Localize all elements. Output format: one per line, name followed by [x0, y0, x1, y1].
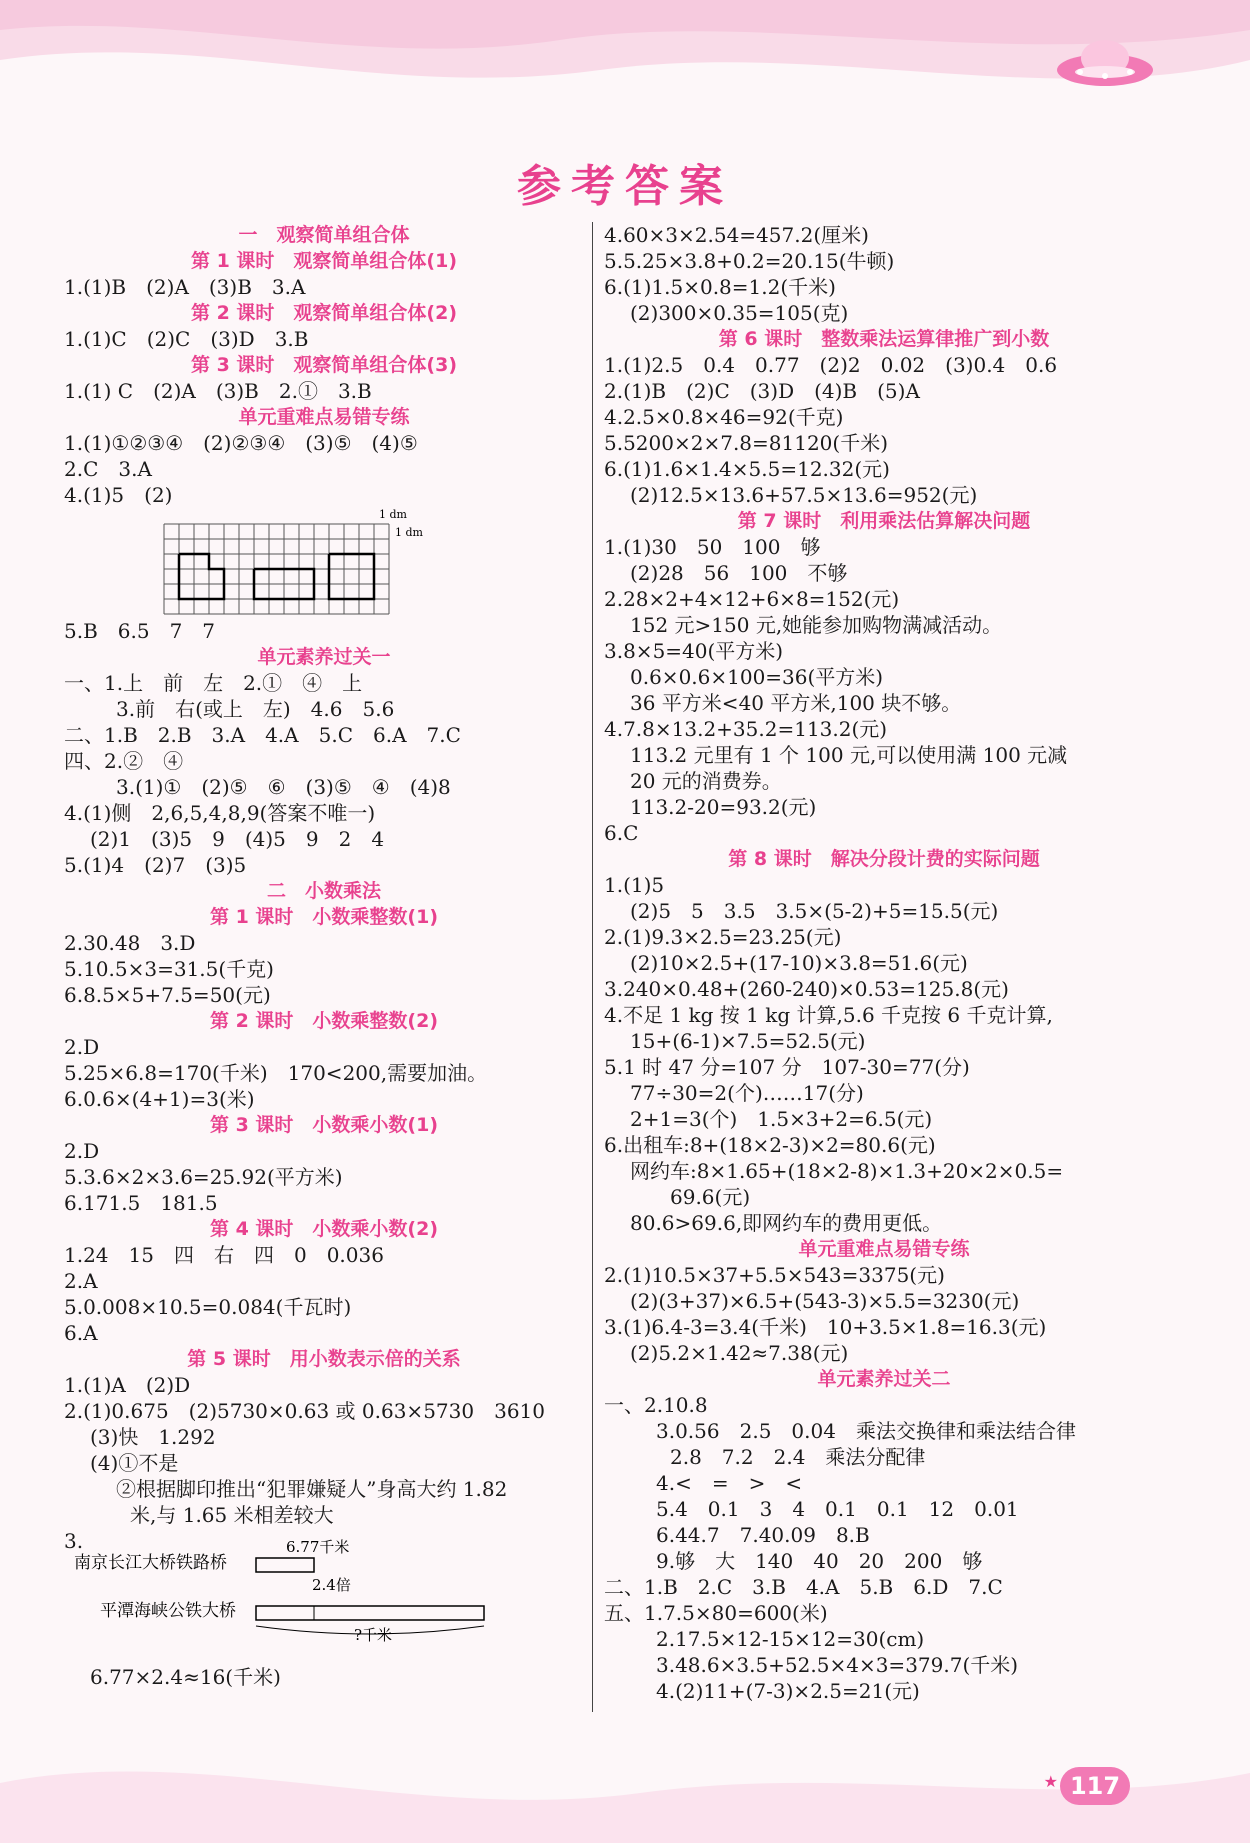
- answer-line: 6.出租车:8+(18×2-3)×2=80.6(元): [604, 1133, 936, 1157]
- answer-line: 1.(1)30 50 100 够: [604, 535, 821, 559]
- answer-line: 113.2-20=93.2(元): [630, 795, 817, 819]
- section-heading: 第 3 课时 小数乘小数(1): [209, 1114, 439, 1136]
- answer-line: (2)1 (3)5 9 (4)5 9 2 4: [90, 827, 385, 851]
- answer-line: 6.(1)1.5×0.8=1.2(千米): [604, 275, 836, 299]
- ufo-icon: [1050, 20, 1160, 100]
- section-heading: 单元重难点易错专练: [238, 406, 410, 428]
- answer-line: 5.25×6.8=170(千米) 170<200,需要加油。: [64, 1061, 488, 1085]
- answer-line: 一、2.10.8: [604, 1393, 708, 1417]
- answer-line: 5.3.6×2×3.6=25.92(平方米): [64, 1165, 343, 1189]
- answer-line: 5.5200×2×7.8=81120(千米): [604, 431, 889, 455]
- section-heading: 第 8 课时 解决分段计费的实际问题: [728, 848, 1040, 870]
- bridge1-label: 南京长江大桥铁路桥: [74, 1553, 227, 1573]
- answer-line: 2.(1)9.3×2.5=23.25(元): [604, 925, 842, 949]
- answer-line: 4.(2)11+(7-3)×2.5=21(元): [656, 1679, 920, 1703]
- answer-line: 15+(6-1)×7.5=52.5(元): [630, 1029, 866, 1053]
- answer-line: 1.(1)B (2)A (3)B 3.A: [64, 275, 306, 299]
- star-icon: ★: [1043, 1772, 1058, 1791]
- section-heading: 单元素养过关二: [817, 1368, 951, 1390]
- section-heading: 第 1 课时 观察简单组合体(1): [190, 250, 458, 272]
- section-heading: 第 5 课时 用小数表示倍的关系: [187, 1348, 461, 1370]
- view-shape-3: [329, 554, 374, 599]
- section-heading: 第 1 课时 小数乘整数(1): [209, 906, 439, 928]
- answer-line: 6.44.7 7.40.09 8.B: [656, 1523, 870, 1547]
- answer-line: 6.171.5 181.5: [64, 1191, 218, 1215]
- section-heading: 第 2 课时 小数乘整数(2): [209, 1010, 439, 1032]
- dm-label-top: 1 dm: [379, 508, 407, 521]
- answer-line: 2.(1)B (2)C (3)D (4)B (5)A: [604, 379, 920, 403]
- answer-line: (2)300×0.35=105(克): [630, 301, 849, 325]
- answer-line: 2.17.5×12-15×12=30(cm): [656, 1627, 925, 1651]
- answer-line: 二、1.B 2.C 3.B 4.A 5.B 6.D 7.C: [604, 1575, 1003, 1599]
- section-heading: 一 观察简单组合体: [238, 224, 410, 246]
- answer-line: 2.8 7.2 2.4 乘法分配律: [670, 1445, 926, 1469]
- section-heading: 二 小数乘法: [266, 880, 381, 902]
- answer-line: 4.2.5×0.8×46=92(千克): [604, 405, 844, 429]
- page-number: 117: [1060, 1767, 1130, 1805]
- answer-line: 2.28×2+4×12+6×8=152(元): [604, 587, 900, 611]
- answer-line: 1.(1)A (2)D: [64, 1373, 191, 1397]
- answer-line: 3.(1)6.4-3=3.4(千米) 10+3.5×1.8=16.3(元): [604, 1315, 1047, 1339]
- answer-line: 4.(1)侧 2,6,5,4,8,9(答案不唯一): [64, 801, 376, 825]
- answer-line: 3.(1)① (2)⑤ ⑥ (3)⑤ ④ (4)8: [116, 775, 451, 799]
- answer-line: 2+1=3(个) 1.5×3+2=6.5(元): [630, 1107, 933, 1131]
- answer-line: 2.D: [64, 1139, 100, 1163]
- bridge-diagram: [64, 1538, 584, 1664]
- section-heading: 单元素养过关一: [257, 646, 391, 668]
- bridge1-length: 6.77千米: [286, 1538, 350, 1556]
- left-column: [64, 222, 584, 1690]
- answer-line: 4.(1)5 (2): [64, 483, 173, 507]
- answer-line: 6.C: [604, 821, 639, 845]
- section-heading: 第 6 课时 整数乘法运算律推广到小数: [718, 328, 1050, 350]
- answer-line: 1.(1)C (2)C (3)D 3.B: [64, 327, 309, 351]
- answer-line: 一、1.上 前 左 2.① ④ 上: [64, 671, 363, 695]
- times-label: 2.4倍: [312, 1576, 351, 1594]
- view-shape-1: [179, 554, 224, 599]
- section-heading: 第 2 课时 观察简单组合体(2): [190, 302, 458, 324]
- answer-line: 二、1.B 2.B 3.A 4.A 5.C 6.A 7.C: [64, 723, 461, 747]
- bridge1-bar: [256, 1558, 314, 1572]
- column-divider: [592, 222, 593, 1712]
- answer-line: (3)快 1.292: [90, 1425, 216, 1449]
- answer-line: ②根据脚印推出“犯罪嫌疑人”身高大约 1.82: [116, 1477, 508, 1501]
- right-column: [604, 222, 1164, 1704]
- section-heading: 第 3 课时 观察简单组合体(3): [190, 354, 458, 376]
- section-heading: 单元重难点易错专练: [798, 1238, 970, 1260]
- answer-line: (4)①不是: [90, 1451, 179, 1475]
- answer-line: 2.A: [64, 1269, 98, 1293]
- bridge2-label: 平潭海峡公铁大桥: [100, 1601, 236, 1621]
- answer-line: 5.0.008×10.5=0.084(千瓦时): [64, 1295, 352, 1319]
- answer-line: 5.5.25×3.8+0.2=20.15(牛顿): [604, 249, 895, 273]
- section-heading: 第 7 课时 利用乘法估算解决问题: [737, 510, 1031, 532]
- answer-line: 4.不足 1 kg 按 1 kg 计算,5.6 千克按 6 千克计算,: [604, 1003, 1053, 1027]
- answer-line: 5.B 6.5 7 7: [64, 619, 216, 643]
- answer-line: 3.240×0.48+(260-240)×0.53=125.8(元): [604, 977, 1009, 1001]
- answer-line: 3.前 右(或上 左) 4.6 5.6: [116, 697, 395, 721]
- answer-line: 113.2 元里有 1 个 100 元,可以使用满 100 元减: [630, 743, 1068, 767]
- page-title: 参考答案: [517, 161, 733, 212]
- answer-line: 5.1 时 47 分=107 分 107-30=77(分): [604, 1055, 970, 1079]
- answer-line: 2.D: [64, 1035, 100, 1059]
- unknown-length: ?千米: [354, 1626, 393, 1642]
- answer-line: 4.7.8×13.2+35.2=113.2(元): [604, 717, 888, 741]
- answer-line: 3.48.6×3.5+52.5×4×3=379.7(千米): [656, 1653, 1019, 1677]
- answer-line: 69.6(元): [670, 1185, 751, 1209]
- answer-line: 0.6×0.6×100=36(平方米): [630, 665, 884, 689]
- answer-line: 5.10.5×3=31.5(千克): [64, 957, 274, 981]
- answer-line: 2.30.48 3.D: [64, 931, 196, 955]
- answer-line: 5.(1)4 (2)7 (3)5: [64, 853, 247, 877]
- answer-line: 2.C 3.A: [64, 457, 152, 481]
- answer-line: (2)5 5 3.5 3.5×(5-2)+5=15.5(元): [630, 899, 999, 923]
- answer-line: (2)28 56 100 不够: [630, 561, 848, 585]
- answer-line: 20 元的消费券。: [630, 769, 782, 793]
- dm-label-side: 1 dm: [395, 526, 423, 539]
- answer-line: 五、1.7.5×80=600(米): [604, 1601, 828, 1625]
- answer-line: 6.8.5×5+7.5=50(元): [64, 983, 271, 1007]
- answer-line: 6.(1)1.6×1.4×5.5=12.32(元): [604, 457, 890, 481]
- answer-line: 6.77×2.4≈16(千米): [90, 1665, 281, 1689]
- answer-line: 1.(1)2.5 0.4 0.77 (2)2 0.02 (3)0.4 0.6: [604, 353, 1058, 377]
- answer-line: 2.(1)10.5×37+5.5×543=3375(元): [604, 1263, 945, 1287]
- answer-line: (2)12.5×13.6+57.5×13.6=952(元): [630, 483, 978, 507]
- answer-line: 四、2.② ④: [64, 749, 184, 773]
- answer-line: 6.A: [64, 1321, 98, 1345]
- answer-line: 4.< = > <: [656, 1471, 803, 1495]
- answer-line: (2)5.2×1.42≈7.38(元): [630, 1341, 849, 1365]
- grid-figure: [64, 508, 584, 618]
- answer-line: 9.够 大 140 40 20 200 够: [656, 1549, 983, 1573]
- answer-line: 1.(1) C (2)A (3)B 2.① 3.B: [64, 379, 372, 403]
- answer-line: 77÷30=2(个)……17(分): [630, 1081, 864, 1105]
- answer-line: 80.6>69.6,即网约车的费用更低。: [630, 1211, 943, 1235]
- answer-line: 米,与 1.65 米相差较大: [130, 1503, 334, 1527]
- section-heading: 第 4 课时 小数乘小数(2): [209, 1218, 439, 1240]
- answer-line: 3.0.56 2.5 0.04 乘法交换律和乘法结合律: [656, 1419, 1076, 1443]
- answer-line: 2.(1)0.675 (2)5730×0.63 或 0.63×5730 3610: [64, 1399, 545, 1423]
- answer-line: 4.60×3×2.54=457.2(厘米): [604, 223, 869, 247]
- answer-line: 1.(1)①②③④ (2)②③④ (3)⑤ (4)⑤: [64, 431, 418, 455]
- answer-line: (2)10×2.5+(17-10)×3.8=51.6(元): [630, 951, 968, 975]
- bridge2-bar: [256, 1606, 484, 1620]
- answer-line: 1.24 15 四 右 四 0 0.036: [64, 1243, 384, 1267]
- answer-line: 网约车:8×1.65+(18×2-8)×1.3+20×2×0.5=: [630, 1159, 1064, 1183]
- answer-line: 5.4 0.1 3 4 0.1 0.1 12 0.01: [656, 1497, 1019, 1521]
- answer-line: 152 元>150 元,她能参加购物满减活动。: [630, 613, 1003, 637]
- answer-line: 36 平方米<40 平方米,100 块不够。: [630, 691, 962, 715]
- answer-line: 3.8×5=40(平方米): [604, 639, 784, 663]
- answer-line: (2)(3+37)×6.5+(543-3)×5.5=3230(元): [630, 1289, 1020, 1313]
- answer-line: 1.(1)5: [604, 873, 665, 897]
- answer-line: 6.0.6×(4+1)=3(米): [64, 1087, 255, 1111]
- answer-line: 3.: [64, 1529, 84, 1553]
